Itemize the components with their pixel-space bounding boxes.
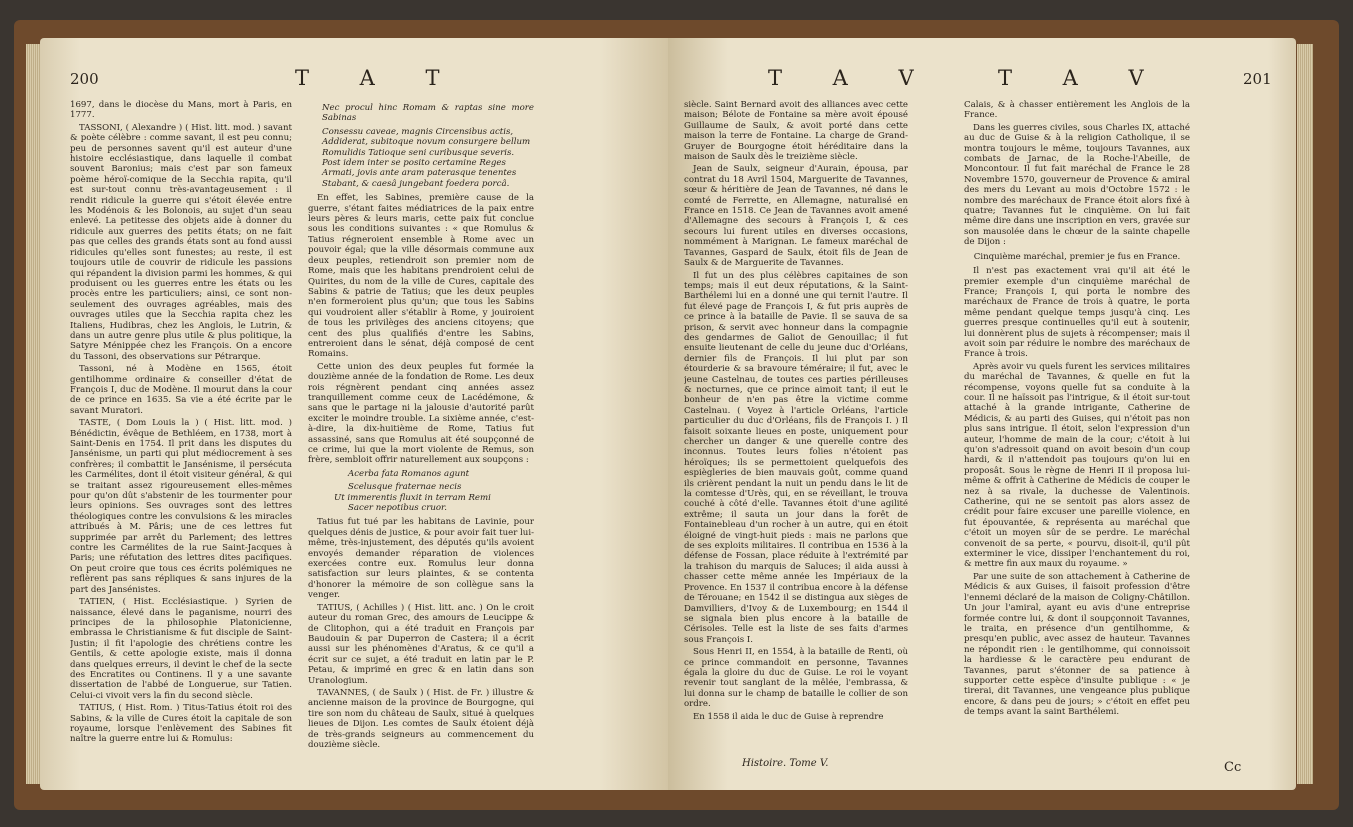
left-page [40,38,668,790]
left-page-header [40,66,668,98]
paragraph: Après avoir vu quels furent les services militaires du maréchal de Tavannes, & quelle en fut la récompense, voyons quelle fut sa conduite à la cour. Il ne haïssoit pas l'intrigue, & il étoit sur-tout attaché à la grande intrigante, Catherine de Médicis, & au parti des Guises, qui n'étoit pas non plus sans intrigue. Il étoit, selon l'expression d'un auteur, l'homme de main de la cour; c'étoit à lui qu'on s'adressoit quand on avoit besoin d'un coup hardi, & il n'attendoit pas toujours qu'on lui en proposât. Sous le règne de Henri II il proposa lui-même & offrit à Catherine de Médicis de couper le nez à sa rivale, la duchesse de Valentinois. Catherine, qui ne se sentoit pas alors assez de crédit pour faire excuser une pareille violence, en fut épouvantée, & représenta au maréchal que c'étoit un moyen sûr de se perdre. Le maréchal convenoit de sa perte, « pourvu, disoit-il, qu'il pût exterminer le vice, dissiper l'enchantement du roi, & mettre fin aux maux du royaume. » [964,361,1190,570]
right-column-2 [964,100,1190,750]
verse-line: Post idem inter se posito certamine Reges [322,158,506,169]
right-page-number: 201 [1243,70,1272,88]
left-column-1 [70,100,292,750]
right-running-head-left: T A V [768,66,936,90]
paragraph: TASTE, ( Dom Louis la ) ( Hist. litt. mod. ) Bénédictin, évêque de Bethléem, en 1738, mort à Saint-Denis en 1754. Il prit dans les disputes du Jansénisme, un parti qui plut médiocrement à ses confrères; il combattit le Jansénisme, il persécuta les Carmélites, dont il étoit visiteur général, & qui se traitant assez rigoureusement elles-mêmes pour qu'on dût s'abstenir de les tourmenter pour leurs opinions. Ses ouvrages sont des lettres théologiques contre les convulsions & les miracles attribués à M. Pâris; une de ces lettres fut supprimée par arrêt du Parlement; des lettres contre les Carmélites de la rue Saint-Jacques à Paris; une réfutation des lettres dites pacifiques. On peut croire que tous ces écrits polémiques ne reflèrent pas sans répliques & sans injures de la part des Jansénistes. [70,418,292,595]
page-edges-right [1297,44,1313,784]
verse-line: Sacer nepotibus cruor. [348,503,447,514]
left-running-head: T A T [295,66,462,90]
verse-line: Scelusque fraternae necis [348,482,462,493]
right-running-head-right: T A V [998,66,1166,90]
verse-line: Armati, jovis ante aram paterasque tenentes [322,168,517,179]
paragraph: 1697, dans le diocèse du Mans, mort à Paris, en 1777. [70,100,292,121]
footer-volume: Histoire. Tome V. [742,758,829,769]
paragraph: TASSONI, ( Alexandre ) ( Hist. litt. mod. ) savant & poète célèbre : comme savant, il est peu connu; peu de personnes savent qu'il est auteur d'une histoire ecclésiastique, dans laquelle il combat souvent Baronius; mais c'est par son fameux poème héroï-comique de la Secchia rapita, qu'il est sur-tout connu très-avantageusement : il rendit ridicule la guerre qui s'étoit élevée entre les Modénois & les Bolonois, au sujet d'un seau enlevé. La petitesse des objets aide à donner du ridicule aux guerres des petits états; on ne fait pas que celles des grands états sont au fond aussi ridicules qu'elles sont funestes; au reste, il est toujours utile de couvrir de ridicule les passions qui répandent la division parmi les hommes, & qui produisent ou les guerres entre les états ou les procès entre les particuliers; ainsi, ce sont non-seulement des ouvrages agréables, mais des ouvrages utiles que la Secchia rapita chez les Italiens, Hudibras, chez les Anglois, le Lutrin, & dans un autre genre plus utile & plus politique, la Satyre Ménippée chez les François. On a encore du Tassoni, des observations sur Pétrarque. [70,122,292,362]
signature-mark: Cc [1224,760,1242,775]
verse-line: Nec procul hinc Romam & raptas sine more Sabinas [322,103,534,124]
paragraph: Il n'est pas exactement vrai qu'il ait été le premier exemple d'un cinquième maréchal de France; François I, qui porta le nombre des maréchaux de France de trois à quatre, le porta même pendant quelque temps jusqu'à cinq. Les guerres presque continuelles qu'il eut à soutenir, lui donnèrent plus de sujets à récompenser; mais il avoit soin par réduire le nombre des maréchaux de France à trois. [964,266,1190,360]
inscription-quote: Cinquième maréchal, premier je fus en France. [973,251,1181,262]
paragraph: TATIUS, ( Hist. Rom. ) Titus-Tatius étoit roi des Sabins, & la ville de Cures étoit la capitale de son royaume, lorsque l'enlèvement des Sabines fit naître la guerre entre lui & Romulus: [70,703,292,745]
paragraph: Tatius fut tué par les habitans de Lavinie, pour quelques dénis de justice, & pour avoir fait tuer lui-même, très-injustement, des députés qu'ils avoient envoyés demander réparation de violences exercées contre eux. Romulus leur donna satisfaction sur leurs plaintes, & se contenta d'honorer la mémoire de son collègue sans la venger. [308,517,534,601]
verse-line: Romulidis Tatioque seni curibusque severis. [322,147,515,158]
paragraph: TAVANNES, ( de Saulx ) ( Hist. de Fr. ) illustre & ancienne maison de la province de Bourgogne, qui tire son nom du château de Saulx, situé à quelques lieues de Dijon. Les comtes de Saulx étoient déjà de très-grands seigneurs au commencement du douzième siècle. [308,687,534,750]
paragraph: TATIEN, ( Hist. Ecclésiastique. ) Syrien de naissance, élevé dans le paganisme, nourri des principes de la philosophie Platonicienne, embrassa le Christianisme & fut disciple de Saint-Justin; il fit l'apologie des chrétiens contre les Gentils, & cette apologie existe, mais il donna dans quelques erreurs, il devint le chef de la secte des Encratites ou Continens. Il y a une savante dissertation de l'abbé de Longuerue, sur Tatien. Celui-ci vivoit vers la fin du second siècle. [70,597,292,701]
verse-line: Acerba fata Romanos agunt [348,468,470,479]
verse-line: Stabant, & caesâ jungebant foedera porcâ. [322,178,510,189]
right-page-header [668,66,1296,98]
paragraph: Il fut un des plus célèbres capitaines de son temps; mais il eut deux réputations, & la Saint-Barthélemi lui en a donné une qui ternit l'autre. Il fut élevé page de François I, & fut pris auprès de ce prince à la bataille de Pavie. Il se sauva de sa prison, & servit avec honneur dans la compagnie des gendarmes de Galiot de Genouillac; il fut ensuite lieutenant de celle du jeune duc d'Orléans, dernier fils de François. Il lui plut par son étourderie & sa bravoure téméraire; il fut, avec le jeune Castelnau, de toutes ces parties périlleuses & nocturnes, que ce prince aimoit tant; il eut le bonheur de n'en pas être la victime comme Castelnau. ( Voyez à l'article Orléans, l'article particulier du duc d'Orléans, fils de François I. ) Il faisoit soixante lieues en poste, uniquement pour chercher un danger & une querelle contre des inconnus. Toutes leurs folies n'étoient pas héroïques; ils se permettoient quelquefois des espiègleries de bien mauvais goût, comme quand ils crièrent pendant la nuit un pendu dans le lit de la comtesse d'Urès, qui, en se réveillant, le trouva couché à côté d'elle. Tavannes étoit d'une agilité extrême; il sauta un jour dans la forêt de Fontainebleau d'un rocher à un autre, qui en étoit éloigné de vingt-huit pieds : mais ne parlons que de ses exploits militaires. Il contribua en 1536 à la défense de Fossan, place réduite à l'extrémité par la trahison du marquis de Saluces; il aida aussi à chasser cette même année les Impériaux de la Provence. En 1537 il contribua encore à la défense de Térouane; en 1542 il se distingua aux sièges de Damvilliers, d'Ivoy & de Luxembourg; en 1544 il se signala bien plus encore à la bataille de Cérisoles. Telle est la liste de ses faits d'armes sous François I. [684,270,908,645]
paragraph: Par une suite de son attachement à Catherine de Médicis & aux Guises, il faisoit profession d'être l'ennemi déclaré de la maison de Coligny-Châtillon. Un jour l'amiral, ayant eu avis d'une entreprise formée contre lui, & dont il soupçonnoit Tavannes, le traita, en présence d'un gentilhomme, & presqu'en public, avec assez de hauteur. Tavannes ne répondit rien : le gentilhomme, qui connoissoit la hardiesse & le caractère peu endurant de Tavannes, parut s'étonner de sa patience à supporter cette espèce d'insulte publique : « je tirerai, dit Tavannes, une vengeance plus publique encore, & dans peu de jours; » c'étoit en effet peu de temps avant la saint Barthélemi. [964,571,1190,718]
verse-line: Ut immerentis fluxit in terram Remi [334,492,491,503]
book-spread [14,20,1339,810]
paragraph: En 1558 il aida le duc de Guise à reprendre [693,711,884,722]
verse-line: Consessu caveae, magnis Circensibus actis, [322,126,514,137]
paragraph: Tassoni, né à Modène en 1565, étoit gentilhomme ordinaire & conseiller d'état de François I, duc de Modène. Il mourut dans la cour de ce prince en 1635. Sa vie a été écrite par le savant Muratori. [70,364,292,416]
paragraph: TATIUS, ( Achilles ) ( Hist. litt. anc. ) On le croit auteur du roman Grec, des amours de Leucippe & de Clitophon, qui a été traduit en François par Baudouin & par Duperron de Castera; il a écrit aussi sur les phénomènes d'Aratus, & ce qu'il a écrit sur ce sujet, a été traduit en latin par le P. Petau, & imprimé en grec & en latin dans son Uranologium. [308,602,534,686]
left-column-2 [308,100,534,750]
paragraph: Dans les guerres civiles, sous Charles IX, attaché au duc de Guise & à la religion Catholique, il se montra toujours le même, toujours Tavannes, aux combats de Jarnac, de la Roche-l'Abeille, de Moncontour. Il fut fait maréchal de France le 28 Novembre 1570, gouverneur de Provence & amiral des mers du Levant au mois d'Octobre 1572 : le nombre des maréchaux de France étoit alors fixé à quatre; Tavannes fut le cinquième. On lui fait même dire dans une inscription en vers, gravée sur son mausolée dans le chœur de la sainte chapelle de Dijon : [964,122,1190,248]
left-page-number: 200 [70,70,99,88]
paragraph: Sous Henri II, en 1554, à la bataille de Renti, où ce prince commandoit en personne, Tavannes égala la gloire du duc de Guise. Le roi le voyant revenir tout sanglant de la mêlée, l'embrassa, & lui donna sur le champ de bataille le collier de son ordre. [684,647,908,710]
paragraph: En effet, les Sabines, première cause de la guerre, s'étant faites médiatrices de la paix entre leurs pères & leurs maris, cette paix fut conclue sous les conditions suivantes : « que Romulus & Tatius régneroient ensemble à Rome avec un pouvoir égal; que la ville désormais commune aux deux peuples, retiendroit son premier nom de Rome, mais que les habitans prendroient celui de Quirites, du nom de la ville de Cures, capitale des Sabins & patrie de Tatius; que les deux peuples n'en formeroient plus qu'un; que tous les Sabins qui voudroient aller s'établir à Rome, y jouiroient de tous les privilèges des anciens citoyens; que cent des plus qualifiés d'entre les Sabins, entreroient dans le sénat, déjà composé de cent Romains. [308,193,534,360]
paragraph: Cette union des deux peuples fut formée la douzième année de la fondation de Rome. Les deux rois régnèrent pendant cinq années assez tranquillement comme ceux de Lacédémone, & sans que le partage ni la jalousie d'autorité parût exciter le moindre trouble. La sixième année, c'est-à-dire, la dix-huitième de Rome, Tatius fut assassiné, sans que Romulus ait été soupçonné de ce crime, lui que la mort violente de Remus, son frère, sembloit offrir naturellement aux soupçons : [308,361,534,466]
right-column-1 [684,100,908,750]
right-page [668,38,1296,790]
paragraph: Calais, & à chasser entièrement les Anglois de la France. [964,100,1190,121]
paragraph: Jean de Saulx, seigneur d'Aurain, épousa, par contrat du 18 Avril 1504, Marguerite de Tavannes, sœur & héritière de Jean de Tavannes, né dans le comté de Ferrette, en Allemagne, naturalisé en France en 1518. Ce Jean de Tavannes avoit amené d'Allemagne des secours à François I, & ces secours lui furent utiles en diverses occasions, nommément à Marignan. Le fameux maréchal de Tavannes, Gaspard de Saulx, étoit fils de Jean de Saulx & de Marguerite de Tavannes. [684,164,908,269]
verse-line: Addiderat, subitoque novum consurgere bellum [322,137,531,148]
paragraph: siècle. Saint Bernard avoit des alliances avec cette maison; Bélote de Fontaine sa mère avoit épousé Guillaume de Saulx, & avoit porté dans cette maison la terre de Fontaine. La charge de Grand-Gruyer de Bourgogne étoit héréditaire dans la maison de Saulx dès le treizième siècle. [684,100,908,163]
